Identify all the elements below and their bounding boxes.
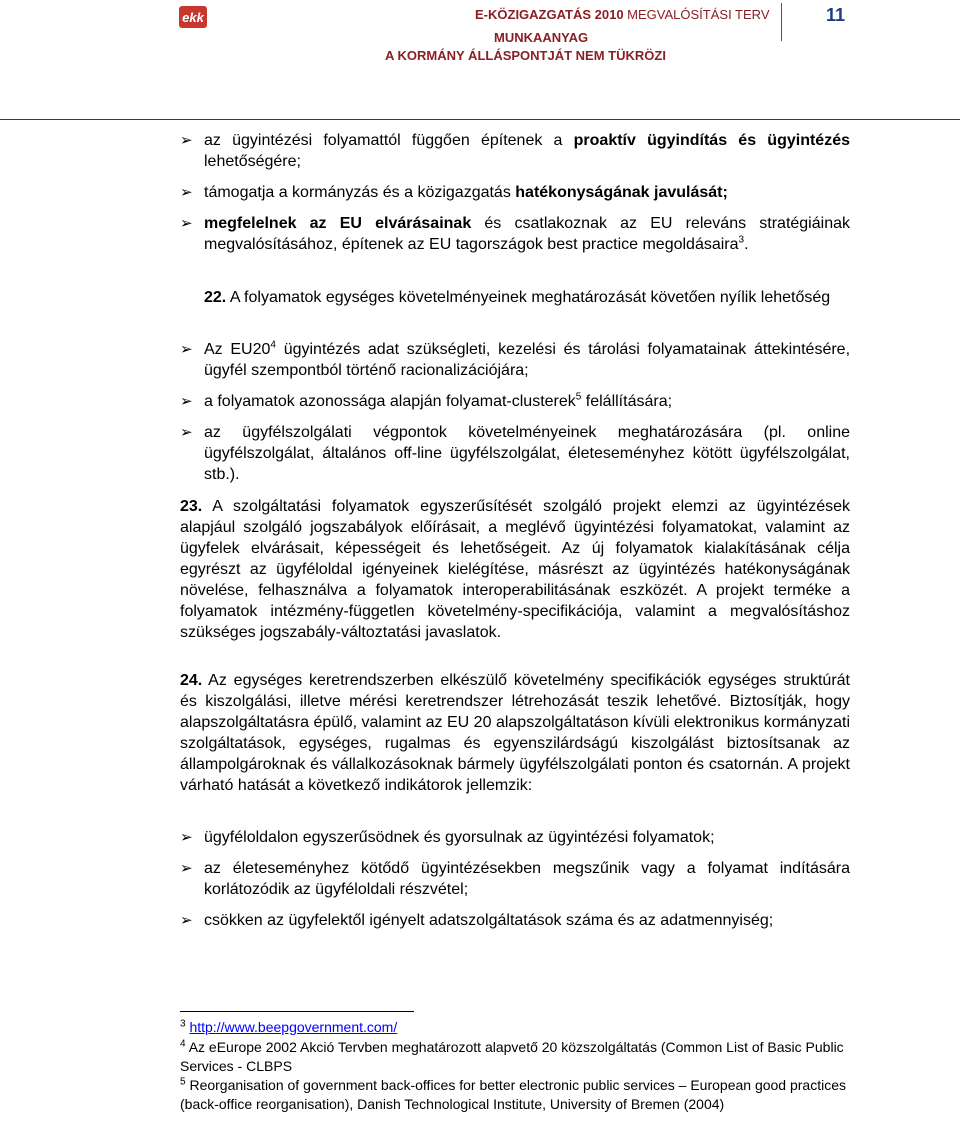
paragraph-22: 22. A folyamatok egységes követelményeinek meghatározását követően nyílik lehetőség <box>204 289 831 306</box>
arrow-bullet-icon: ➢ <box>180 215 193 232</box>
list-item: ➢ a folyamatok azonossága alapján folyamat-clusterek$^5$ felállítására; <box>180 391 673 410</box>
arrow-bullet-icon: ➢ <box>180 829 193 846</box>
header-separator <box>781 3 782 41</box>
footnote-5: $^5$ Reorganisation of government back-offices for better electronic public services – European good practices (back-office reorganisation), Danish Technological Institute, University of Bremen (2004) <box>180 1076 846 1112</box>
page-header <box>0 0 960 63</box>
list-item: ➢ támogatja a kormányzás és a közigazgatás hatékonyságának javulását; <box>180 184 728 201</box>
arrow-bullet-icon: ➢ <box>180 860 193 877</box>
arrow-bullet-icon: ➢ <box>180 132 193 149</box>
header-draft-label: MUNKAANYAG <box>494 30 589 45</box>
page-number: 11 <box>826 5 846 25</box>
header-rule <box>0 119 960 120</box>
arrow-bullet-icon: ➢ <box>180 912 193 929</box>
list-item: ➢ az életeseményhez kötődő ügyintézésekben megszűnik vagy a folyamat indítására korlátozódik az ügyféloldali részvétel; <box>180 860 850 898</box>
ekk-logo-icon <box>179 6 207 28</box>
footnote-4: $^4$ Az eEurope 2002 Akció Tervben meghatározott alapvető 20 közszolgáltatás (Common List of Basic Public Services - CLBPS <box>180 1038 844 1074</box>
paragraph-23: 23. A szolgáltatási folyamatok egyszerűsítését szolgáló projekt elemzi az ügyintézések alapjául szolgáló jogszabályok előírásait, a meglévő ügyintézési folyamatokat, valamint az ügyfelek elvárásait, képességeit és lehetőségeit. Az új folyamatok kialakításának célja egyrészt az ügyféloldal igényeinek kielégítése, másrészt az ügyintézés hatékonyságának növelése, felhasználva a folyamatok interoperabilitásának eszközét. A projekt terméke a folyamatok intézmény-független követelmény-specifikációja, valamint a megvalósításhoz szükséges jogszabály-változtatási javaslatok. <box>180 498 850 641</box>
arrow-bullet-icon: ➢ <box>180 424 193 441</box>
list-item: ➢ csökken az ügyfelektől igényelt adatszolgáltatások száma és az adatmennyiség; <box>180 912 774 929</box>
list-item: ➢ ügyféloldalon egyszerűsödnek és gyorsulnak az ügyintézési folyamatok; <box>180 829 715 846</box>
list-item: ➢ megfelelnek az EU elvárásainak és csatlakoznak az EU releváns stratégiáinak megvalósításához, építenek az EU tagországok best practice megoldásaira$^3$. <box>180 215 850 253</box>
arrow-bullet-icon: ➢ <box>180 184 193 201</box>
footnote-link[interactable]: http://www.beepgovernment.com/ <box>189 1019 398 1035</box>
arrow-bullet-icon: ➢ <box>180 393 193 410</box>
paragraph-24: 24. Az egységes keretrendszerben elkészülő követelmény specifikációk egységes struktúrát és kiszolgálási, illetve mérési keretrendszer létrehozását teszik lehetővé. Biztosítják, hogy alapszolgáltatásra épülő, valamint az EU 20 alapszolgáltatáson kívüli elektronikus kormányzati szolgáltatások, egységes, rugalmas és egyenszilárdságú kiszolgálást biztosítsanak az állampolgároknak és vállalkozásoknak bármely ügyfélszolgálati ponton és csatornán. A projekt várható hatását a következő indikátorok jellemzik: <box>180 672 850 794</box>
list-item: ➢ Az $EU20^4$ ügyintézés adat szükségleti, kezelési és tárolási folyamatainak áttekintésére, ügyfél szempontból történő racionalizációjára; <box>180 339 851 379</box>
arrow-bullet-icon: ➢ <box>180 341 193 358</box>
header-title: E-KÖZIGAZGATÁS 2010 MEGVALÓSÍTÁSI TERV <box>475 7 770 22</box>
header-disclaimer: A KORMÁNY ÁLLÁSPONTJÁT NEM TÜKRÖZI <box>385 48 666 63</box>
list-item: ➢ az ügyintézési folyamattól függően építenek a proaktív ügyindítás és ügyintézés lehetőségére; <box>180 132 850 170</box>
footnote-separator <box>180 1011 414 1012</box>
footnote-3: $^3$ http://www.beepgovernment.com/ <box>180 1018 398 1035</box>
list-item: ➢ az ügyfélszolgálati végpontok követelményeinek meghatározására (pl. online ügyfélszolgálat, általános off-line ügyfélszolgálat, életeseményhez kötött ügyfélszolgálat, stb.). <box>180 424 850 483</box>
svg-text:ekk: ekk <box>182 10 204 25</box>
